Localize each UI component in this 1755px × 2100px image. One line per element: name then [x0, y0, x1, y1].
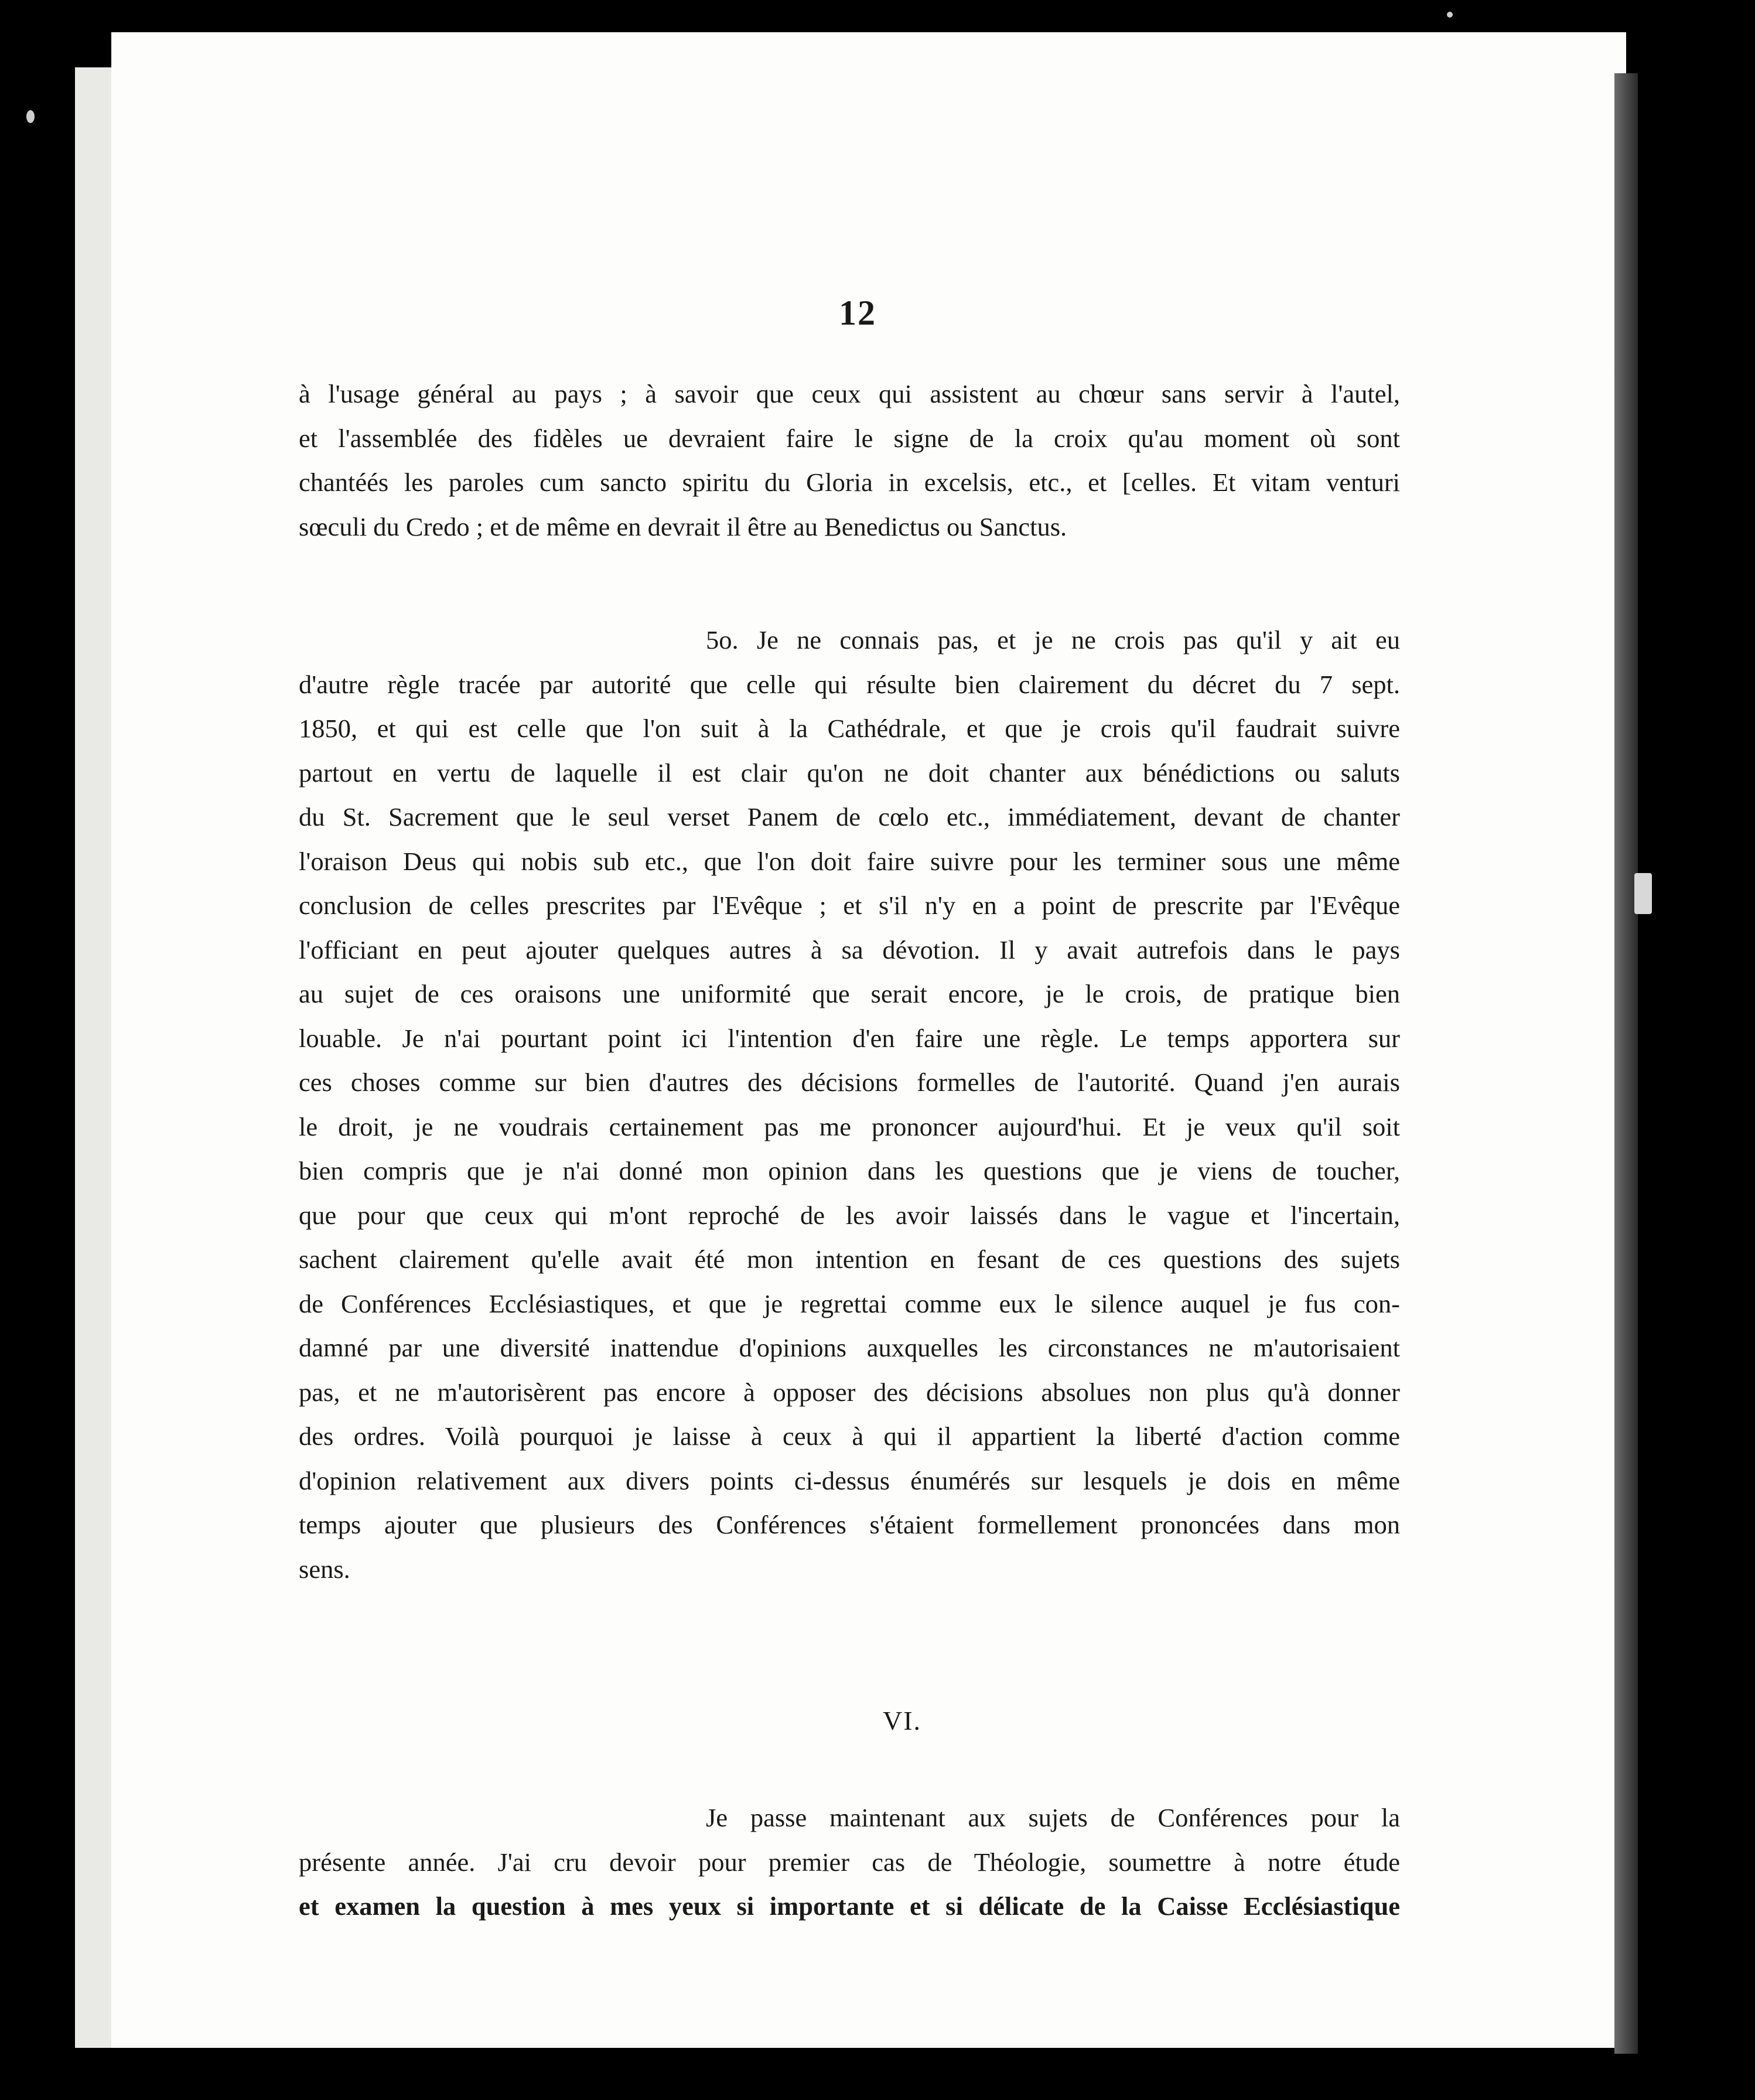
- text-line: partout en vertu de laquelle il est clair qu'on ne doit chanter aux bénédictions ou saluts: [299, 758, 1400, 788]
- text-line: 1850, et qui est celle que l'on suit à la Cathédrale, et que je crois qu'il faudrait suivre: [299, 714, 1400, 743]
- text-line: à l'usage général au pays ; à savoir que ceux qui assistent au chœur sans servir à l'autel,: [299, 379, 1400, 408]
- text-line: pas, et ne m'autorisèrent pas encore à opposer des décisions absolues non plus qu'à donner: [299, 1377, 1400, 1407]
- paragraph-1: [299, 372, 1400, 549]
- page-number: 12: [839, 294, 876, 332]
- text-line: ces choses comme sur bien d'autres des décisions formelles de l'autorité. Quand j'en aurais: [299, 1068, 1400, 1097]
- text-line: des ordres. Voilà pourquoi je laisse à ceux à qui il appartient la liberté d'action comme: [299, 1421, 1400, 1451]
- text-line: que pour que ceux qui m'ont reproché de les avoir laissés dans le vague et l'incertain,: [299, 1200, 1400, 1230]
- text-line: bien compris que je n'ai donné mon opinion dans les questions que je viens de toucher,: [299, 1156, 1400, 1185]
- text-line: d'autre règle tracée par autorité que celle qui résulte bien clairement du décret du 7 sept.: [299, 669, 1400, 699]
- text-line: et examen la question à mes yeux si importante et si délicate de la Caisse Ecclésiastique: [299, 1891, 1400, 1921]
- text-line: conclusion de celles prescrites par l'Evêque ; et s'il n'y en a point de prescrite par l'Evêque: [299, 891, 1400, 920]
- text-line: 5o. Je ne connais pas, et je ne crois pas qu'il y ait eu: [706, 625, 1400, 654]
- text-line: de Conférences Ecclésiastiques, et que je regrettai comme eux le silence auquel je fus con-: [299, 1288, 1400, 1318]
- text-line: damné par une diversité inattendue d'opinions auxquelles les circonstances ne m'autorisaient: [299, 1333, 1400, 1362]
- text-line: sens.: [299, 1554, 350, 1584]
- text-line: temps ajouter que plusieurs des Conférences s'étaient formellement prononcées dans mon: [299, 1510, 1400, 1539]
- text-line: et l'assemblée des fidèles ue devraient faire le signe de la croix qu'au moment où sont: [299, 423, 1400, 453]
- text-line: sachent clairement qu'elle avait été mon intention en fesant de ces questions des sujets: [299, 1245, 1400, 1274]
- text-line: présente année. J'ai cru devoir pour premier cas de Théologie, soumettre à notre étude: [299, 1847, 1400, 1877]
- text-line: du St. Sacrement que le seul verset Panem de cœlo etc., immédiatement, devant de chanter: [299, 802, 1400, 831]
- document-page: [111, 32, 1626, 2048]
- text-line: Je passe maintenant aux sujets de Conférences pour la: [706, 1803, 1400, 1832]
- text-line: l'officiant en peut ajouter quelques autres à sa dévotion. Il y avait autrefois dans le pays: [299, 935, 1400, 964]
- text-line: le droit, je ne voudrais certainement pas me prononcer aujourd'hui. Et je veux qu'il soit: [299, 1112, 1400, 1141]
- page-edge-shadow: [1614, 73, 1638, 2054]
- text-line: l'oraison Deus qui nobis sub etc., que l'on doit faire suivre pour les terminer sous une même: [299, 846, 1400, 876]
- section-title: VI.: [882, 1706, 922, 1736]
- text-line: sœculi du Credo ; et de même en devrait il être au Benedictus ou Sanctus.: [299, 512, 1067, 541]
- paragraph-2: [299, 618, 1400, 1591]
- text-line: au sujet de ces oraisons une uniformité que serait encore, je le crois, de pratique bien: [299, 979, 1400, 1008]
- text-line: d'opinion relativement aux divers points ci-dessus énumérés sur lesquels je dois en même: [299, 1465, 1400, 1495]
- text-line: chantéés les paroles cum sancto spiritu du Gloria in excelsis, etc., et [celles. Et vitam venturi: [299, 468, 1400, 497]
- paragraph-3: [299, 1796, 1400, 1929]
- text-line: louable. Je n'ai pourtant point ici l'intention d'en faire une règle. Le temps apportera sur: [299, 1023, 1400, 1053]
